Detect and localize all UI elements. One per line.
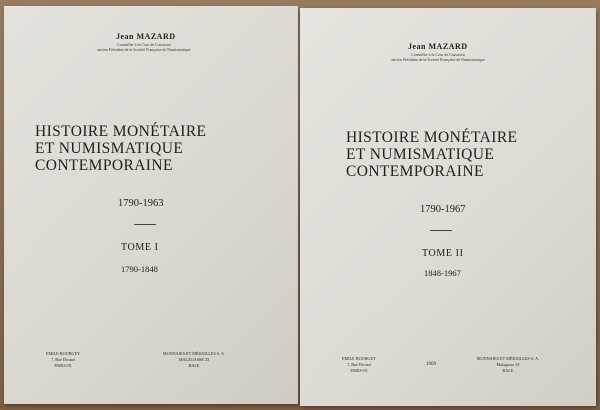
tome-years: 1790-1848 xyxy=(121,264,158,274)
book-cover-tome-2 xyxy=(300,8,596,406)
title-line: HISTOIRE MONÉTAIRE xyxy=(35,123,207,140)
author-name: Jean MAZARD xyxy=(408,42,468,51)
publisher-line: 7, Rue Drouot xyxy=(347,362,371,367)
publisher-line: MONNAIES ET MÉDAILLES S. A. xyxy=(162,351,226,356)
publisher-line: BALE xyxy=(188,363,200,368)
publisher-left xyxy=(334,356,384,374)
publisher-line: 7, Rue Drouot xyxy=(51,357,75,362)
publisher-line: PARIS-IX xyxy=(54,363,72,368)
divider-rule xyxy=(134,224,156,225)
author-credential-line: ancien Président de la Société Française de Numismatique xyxy=(391,57,485,62)
book-years: 1790-1967 xyxy=(420,204,466,215)
publisher-line: MONNAIES ET MÉDAILLES S. A. xyxy=(476,356,540,361)
author-name: Jean MAZARD xyxy=(116,32,176,41)
book-cover-tome-1 xyxy=(4,6,298,404)
title-line: CONTEMPORAINE xyxy=(35,157,173,174)
title-line: HISTOIRE MONÉTAIRE xyxy=(346,129,518,146)
title-line: ET NUMISMATIQUE xyxy=(346,146,495,163)
publisher-right xyxy=(468,356,548,374)
author-credentials xyxy=(358,52,518,62)
book-years: 1790-1963 xyxy=(118,198,164,209)
book-title xyxy=(35,123,206,174)
tome-number: TOME I xyxy=(121,242,159,253)
publisher-line: EMILE BOURGEY xyxy=(45,351,81,356)
publisher-left xyxy=(38,351,88,369)
publisher-line: Malzgasse 25 xyxy=(496,362,520,367)
publisher-line: BALE xyxy=(502,368,514,373)
book-title xyxy=(346,129,517,180)
author-credential-line: Conseiller à la Cour de Cassation xyxy=(411,52,465,57)
title-line: ET NUMISMATIQUE xyxy=(35,140,184,157)
publisher-right xyxy=(154,351,234,369)
tome-number: TOME II xyxy=(422,248,464,259)
title-line: CONTEMPORAINE xyxy=(346,163,484,180)
publisher-line: PARIS-IX xyxy=(350,368,368,373)
publisher-line: MALZGASSE 25 xyxy=(178,357,210,362)
publisher-line: EMILE BOURGEY xyxy=(341,356,377,361)
tome-years: 1848-1967 xyxy=(424,268,461,278)
publication-year: 1969 xyxy=(426,362,436,367)
author-credential-line: ancien Président de la Société Française de Numismatique xyxy=(97,47,191,52)
author-credential-line: Conseiller à la Cour de Cassation xyxy=(117,42,171,47)
author-credentials xyxy=(64,42,224,52)
divider-rule xyxy=(430,230,452,231)
